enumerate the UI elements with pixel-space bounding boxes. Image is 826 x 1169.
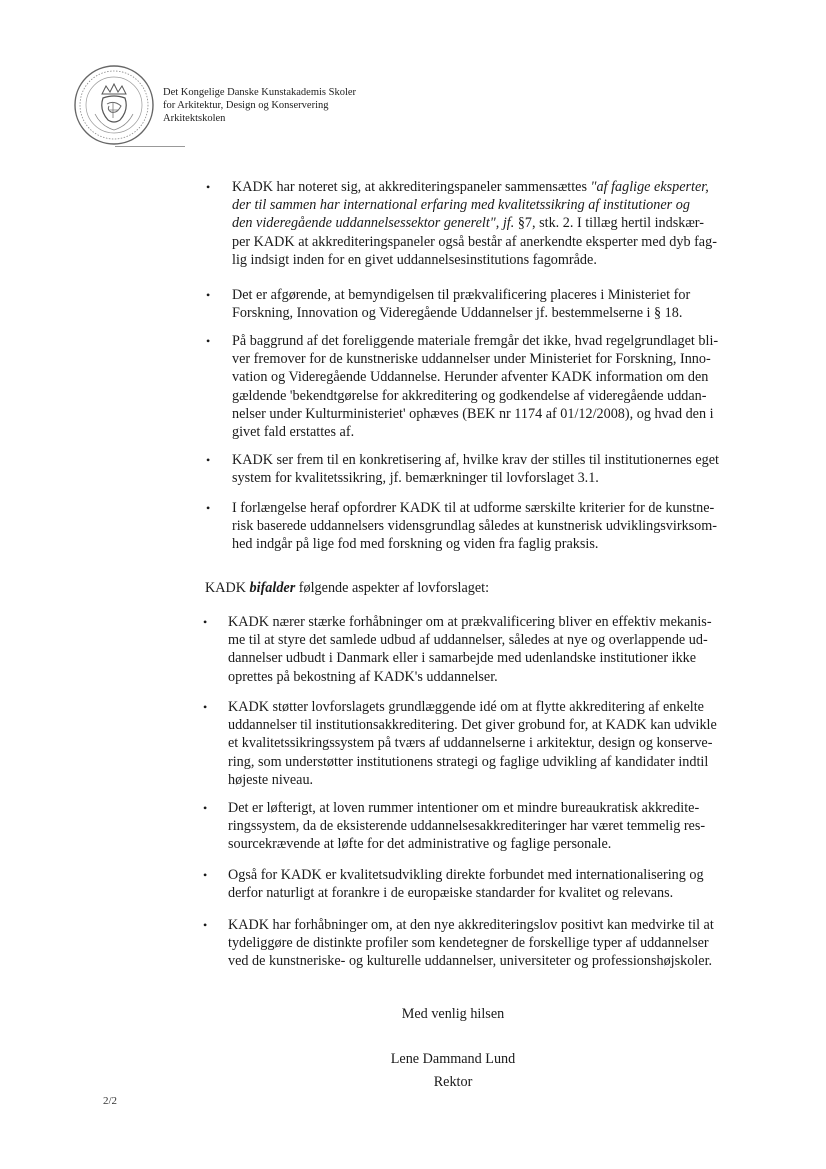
quoted-text: den videregående uddannelsessektor generelt", jf. bbox=[232, 215, 515, 232]
line-text: lig indsigt inden for en givet uddannelsesinstitutions fagområde. bbox=[232, 251, 597, 268]
paragraph-line bbox=[232, 178, 717, 196]
signatory-name: Lene Dammand Lund bbox=[390, 1051, 516, 1067]
section1-bullet-4 bbox=[232, 451, 719, 487]
quoted-text: der til sammen har international erfaring med kvalitetssikring af institutioner og bbox=[232, 197, 690, 214]
intro-pre: KADK bbox=[205, 580, 250, 596]
intro-line bbox=[205, 580, 489, 597]
paragraph-line bbox=[228, 734, 717, 752]
institution-header bbox=[163, 86, 356, 125]
header-divider bbox=[115, 146, 185, 147]
line-text: KADK ser frem til en konkretisering af, hvilke krav der stilles til institutionernes eget bbox=[232, 452, 719, 468]
paragraph-line bbox=[232, 535, 717, 553]
section2-bullet-5 bbox=[228, 916, 714, 971]
bullet-marker: • bbox=[206, 180, 211, 194]
bullet-marker: • bbox=[203, 801, 208, 815]
paragraph-line bbox=[228, 649, 712, 667]
bullet-marker: • bbox=[206, 501, 211, 515]
line-text: Forskning, Innovation og Videregående Uddannelser jf. bestemmelserne i § 18. bbox=[232, 305, 683, 322]
quoted-text: "af faglige eksperter, bbox=[590, 179, 709, 195]
closing-greeting: Med venlig hilsen bbox=[401, 1006, 505, 1022]
line-text: me til at styre det samlede udbud af uddannelser, således at nye og overlappende ud- bbox=[228, 632, 708, 649]
paragraph-line bbox=[232, 405, 718, 423]
line-text: sourcekrævende at løfte for det administrative og faglige personale. bbox=[228, 836, 612, 853]
paragraph-line bbox=[232, 251, 717, 269]
paragraph-line bbox=[228, 799, 705, 817]
paragraph-line bbox=[228, 884, 704, 902]
royal-seal-icon bbox=[73, 64, 155, 146]
line-text: ringssystem, da de eksisterende uddannelsesakkrediteringer har været temmelig res- bbox=[228, 818, 706, 835]
bullet-marker: • bbox=[203, 615, 208, 629]
line-text: nelser under Kulturministeriet' ophæves (BEK nr 1174 af 01/12/2008), og hvad den i bbox=[232, 405, 714, 422]
section2-bullet-1 bbox=[228, 613, 712, 686]
line-text: vation og Videregående Uddannelse. Herunder afventer KADK information om den bbox=[232, 369, 709, 386]
line-text: Det er afgørende, at bemyndigelsen til prækvalificering placeres i Ministeriet for bbox=[232, 287, 691, 303]
line-text: hed indgår på lige fod med forskning og viden fra faglig praksis. bbox=[232, 536, 599, 553]
bullet-marker: • bbox=[206, 334, 211, 348]
line-text: per KADK at akkrediteringspaneler også består af anerkendte eksperter med dyb fag- bbox=[232, 233, 717, 250]
line-text: system for kvalitetssikring, jf. bemærkninger til lovforslaget 3.1. bbox=[232, 470, 599, 487]
line-text: KADK støtter lovforslagets grundlæggende idé om at flytte akkreditering af enkelte bbox=[228, 699, 704, 715]
paragraph-line bbox=[232, 214, 717, 232]
line-text: Også for KADK er kvalitetsudvikling direkte forbundet med internationalisering og bbox=[228, 867, 704, 883]
paragraph-line bbox=[228, 716, 717, 734]
line-text: Det er løfterigt, at loven rummer intentioner om et mindre bureaukratisk akkredite- bbox=[228, 800, 700, 816]
page-number: 2/2 bbox=[103, 1095, 118, 1107]
section1-bullet-5 bbox=[232, 499, 717, 554]
section2-bullet-2 bbox=[228, 698, 717, 789]
paragraph-line bbox=[228, 613, 712, 631]
paragraph-line bbox=[228, 631, 712, 649]
line-text: ved de kunstneriske- og kulturelle uddannelser, universiteter og professionshøjskoler. bbox=[228, 953, 713, 970]
line-text: dannelser udbudt i Danmark eller i samarbejde med udenlandske institutioner ikke bbox=[228, 650, 697, 667]
line-text: I forlængelse heraf opfordrer KADK til at udforme særskilte kriterier for de kunstne- bbox=[232, 500, 715, 516]
bullet-marker: • bbox=[203, 868, 208, 882]
paragraph-line bbox=[228, 916, 714, 934]
line-text: KADK har forhåbninger om, at den nye akkrediteringslov positivt kan medvirke til at bbox=[228, 917, 714, 933]
bullet-marker: • bbox=[206, 453, 211, 467]
line-text: KADK har noteret sig, at akkrediteringspaneler sammensættes bbox=[232, 179, 591, 195]
line-text: risk baserede uddannelsers vidensgrundlag således at kunstnerisk udviklingsvirksom- bbox=[232, 518, 718, 535]
section2-bullet-4 bbox=[228, 866, 704, 902]
paragraph-line bbox=[228, 753, 717, 771]
header-line-3: Arkitektskolen bbox=[163, 113, 226, 124]
line-text: ver fremover for de kunstneriske uddannelser under Ministeriet for Forskning, Inno- bbox=[232, 351, 711, 368]
paragraph-line bbox=[228, 668, 712, 686]
paragraph-line bbox=[228, 934, 714, 952]
line-text: et kvalitetssikringssystem på tværs af uddannelserne i arkitektur, design og konserve- bbox=[228, 735, 713, 752]
paragraph-line bbox=[228, 835, 705, 853]
bullet-marker: • bbox=[203, 700, 208, 714]
paragraph-line bbox=[232, 423, 718, 441]
intro-post: følgende aspekter af lovforslaget: bbox=[295, 580, 490, 596]
bullet-marker: • bbox=[203, 918, 208, 932]
line-text: tydeliggøre de distinkte profiler som kendetegner de forskellige typer af uddannelser bbox=[228, 935, 709, 952]
paragraph-line bbox=[228, 952, 714, 970]
paragraph-line bbox=[232, 332, 718, 350]
paragraph-line bbox=[232, 469, 719, 487]
line-text: givet fald erstattes af. bbox=[232, 424, 355, 441]
signatory-title: Rektor bbox=[433, 1074, 473, 1090]
line-text: På baggrund af det foreliggende materiale fremgår det ikke, hvad regelgrundlaget bli- bbox=[232, 333, 719, 349]
paragraph-line bbox=[232, 499, 717, 517]
line-text: derfor naturligt at forankre i de europæiske standarder for kvalitet og relevans. bbox=[228, 885, 674, 902]
header-line-2: for Arkitektur, Design og Konservering bbox=[163, 100, 329, 111]
section1-bullet-3 bbox=[232, 332, 718, 441]
paragraph-line bbox=[232, 233, 717, 251]
section1-bullet-2 bbox=[232, 286, 690, 322]
paragraph-line bbox=[232, 368, 718, 386]
paragraph-line bbox=[232, 517, 717, 535]
line-text: ring, som understøtter institutionens strategi og faglige udvikling af kandidater indtil bbox=[228, 753, 709, 770]
line-text: uddannelser til institutionsakkreditering. Det giver grobund for, at KADK kan udvikle bbox=[228, 717, 717, 734]
paragraph-line bbox=[228, 771, 717, 789]
line-text: gældende 'bekendtgørelse for akkreditering og godkendelse af videregående uddan- bbox=[232, 387, 707, 404]
paragraph-line bbox=[232, 304, 690, 322]
line-text: KADK nærer stærke forhåbninger om at prækvalificering bliver en effektiv mekanis- bbox=[228, 614, 712, 630]
intro-emphasis: bifalder bbox=[249, 580, 296, 596]
section1-bullet-1 bbox=[232, 178, 717, 269]
paragraph-line bbox=[228, 698, 717, 716]
paragraph-line bbox=[232, 387, 718, 405]
bullet-marker: • bbox=[206, 288, 211, 302]
line-text: §7, stk. 2. I tillæg hertil indskær- bbox=[514, 215, 704, 232]
paragraph-line bbox=[232, 196, 717, 214]
paragraph-line bbox=[228, 817, 705, 835]
header-line-1: Det Kongelige Danske Kunstakademis Skoler bbox=[163, 87, 357, 98]
line-text: oprettes på bekostning af KADK's uddannelser. bbox=[228, 668, 498, 685]
paragraph-line bbox=[232, 451, 719, 469]
paragraph-line bbox=[228, 866, 704, 884]
paragraph-line bbox=[232, 286, 690, 304]
line-text: højeste niveau. bbox=[228, 771, 314, 788]
paragraph-line bbox=[232, 350, 718, 368]
section2-bullet-3 bbox=[228, 799, 705, 854]
